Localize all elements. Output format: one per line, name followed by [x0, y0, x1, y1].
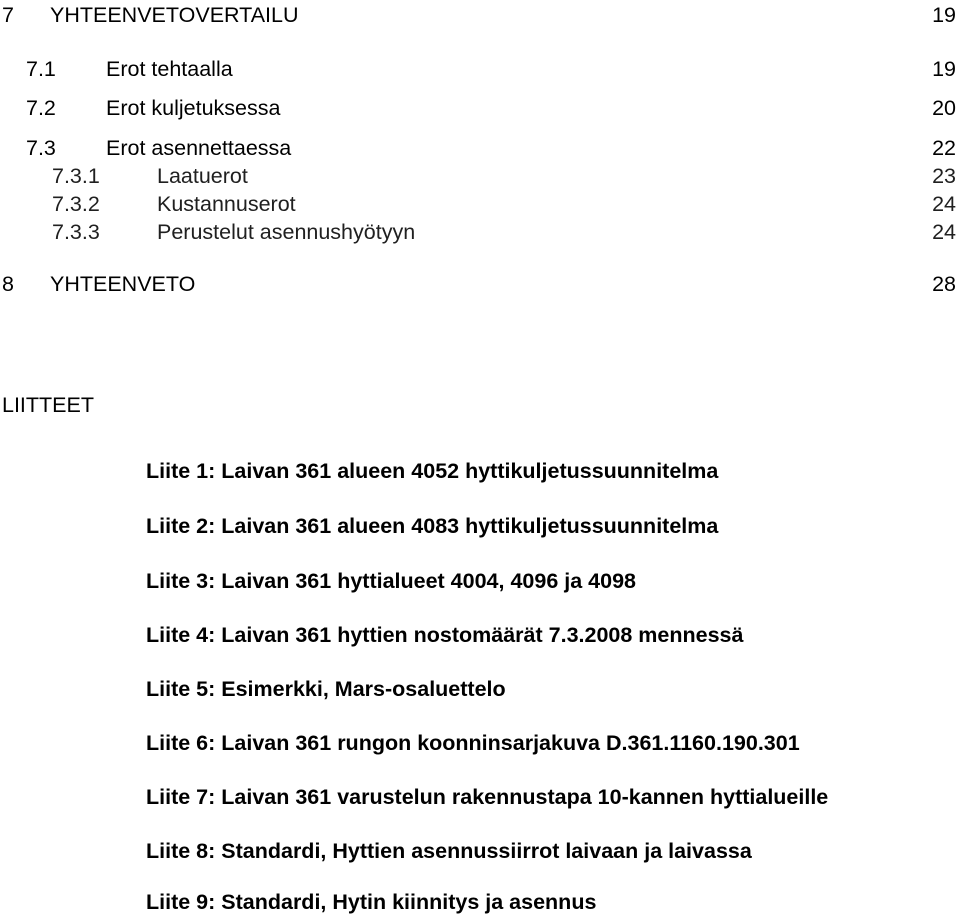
toc-title: Erot asennettaessa — [106, 136, 292, 160]
toc-page: 20 — [932, 96, 956, 120]
appendix-item: Liite 5: Esimerkki, Mars-osaluettelo — [146, 677, 506, 701]
toc-page: 22 — [932, 136, 956, 160]
toc-page: 24 — [932, 220, 956, 244]
appendix-heading: LIITTEET — [2, 393, 94, 417]
toc-page: 23 — [932, 164, 956, 188]
appendix-item: Liite 8: Standardi, Hyttien asennussiirrot laivaan ja laivassa — [146, 839, 752, 863]
toc-page: 28 — [932, 272, 956, 296]
toc-number: 7 — [2, 3, 14, 27]
appendix-item: Liite 3: Laivan 361 hyttialueet 4004, 4096 ja 4098 — [146, 569, 636, 593]
toc-title: Laatuerot — [157, 164, 248, 188]
toc-title: YHTEENVETOVERTAILU — [50, 3, 299, 27]
appendix-item: Liite 9: Standardi, Hytin kiinnitys ja asennus — [146, 890, 597, 914]
toc-entry-7-2 — [0, 93, 960, 123]
toc-number: 7.3.3 — [52, 220, 100, 244]
appendix-item: Liite 6: Laivan 361 rungon koonninsarjakuva D.361.1160.190.301 — [146, 731, 800, 755]
toc-entry-7-3-1 — [0, 161, 960, 191]
appendix-item: Liite 4: Laivan 361 hyttien nostomäärät 7.3.2008 mennessä — [146, 623, 744, 647]
toc-entry-7-1 — [0, 54, 960, 84]
toc-title: Erot tehtaalla — [106, 57, 233, 81]
toc-number: 7.2 — [26, 96, 56, 120]
toc-entry-7-3-3 — [0, 217, 960, 247]
toc-number: 8 — [2, 272, 14, 296]
toc-title: Erot kuljetuksessa — [106, 96, 281, 120]
toc-title: Kustannuserot — [157, 192, 296, 216]
toc-page: 24 — [932, 192, 956, 216]
toc-page: 19 — [932, 57, 956, 81]
toc-number: 7.3 — [26, 136, 56, 160]
toc-entry-7-3 — [0, 133, 960, 163]
toc-entry-7-3-2 — [0, 189, 960, 219]
toc-page: 19 — [932, 3, 956, 27]
toc-entry-7 — [0, 0, 960, 30]
appendix-item: Liite 2: Laivan 361 alueen 4083 hyttikuljetussuunnitelma — [146, 514, 719, 538]
toc-title: Perustelut asennushyötyyn — [157, 220, 416, 244]
toc-number: 7.3.2 — [52, 192, 100, 216]
appendix-item: Liite 1: Laivan 361 alueen 4052 hyttikuljetussuunnitelma — [146, 459, 719, 483]
appendix-item: Liite 7: Laivan 361 varustelun rakennustapa 10-kannen hyttialueille — [146, 785, 829, 809]
toc-number: 7.1 — [26, 57, 56, 81]
toc-title: YHTEENVETO — [50, 272, 196, 296]
toc-entry-8 — [0, 269, 960, 299]
toc-number: 7.3.1 — [52, 164, 100, 188]
